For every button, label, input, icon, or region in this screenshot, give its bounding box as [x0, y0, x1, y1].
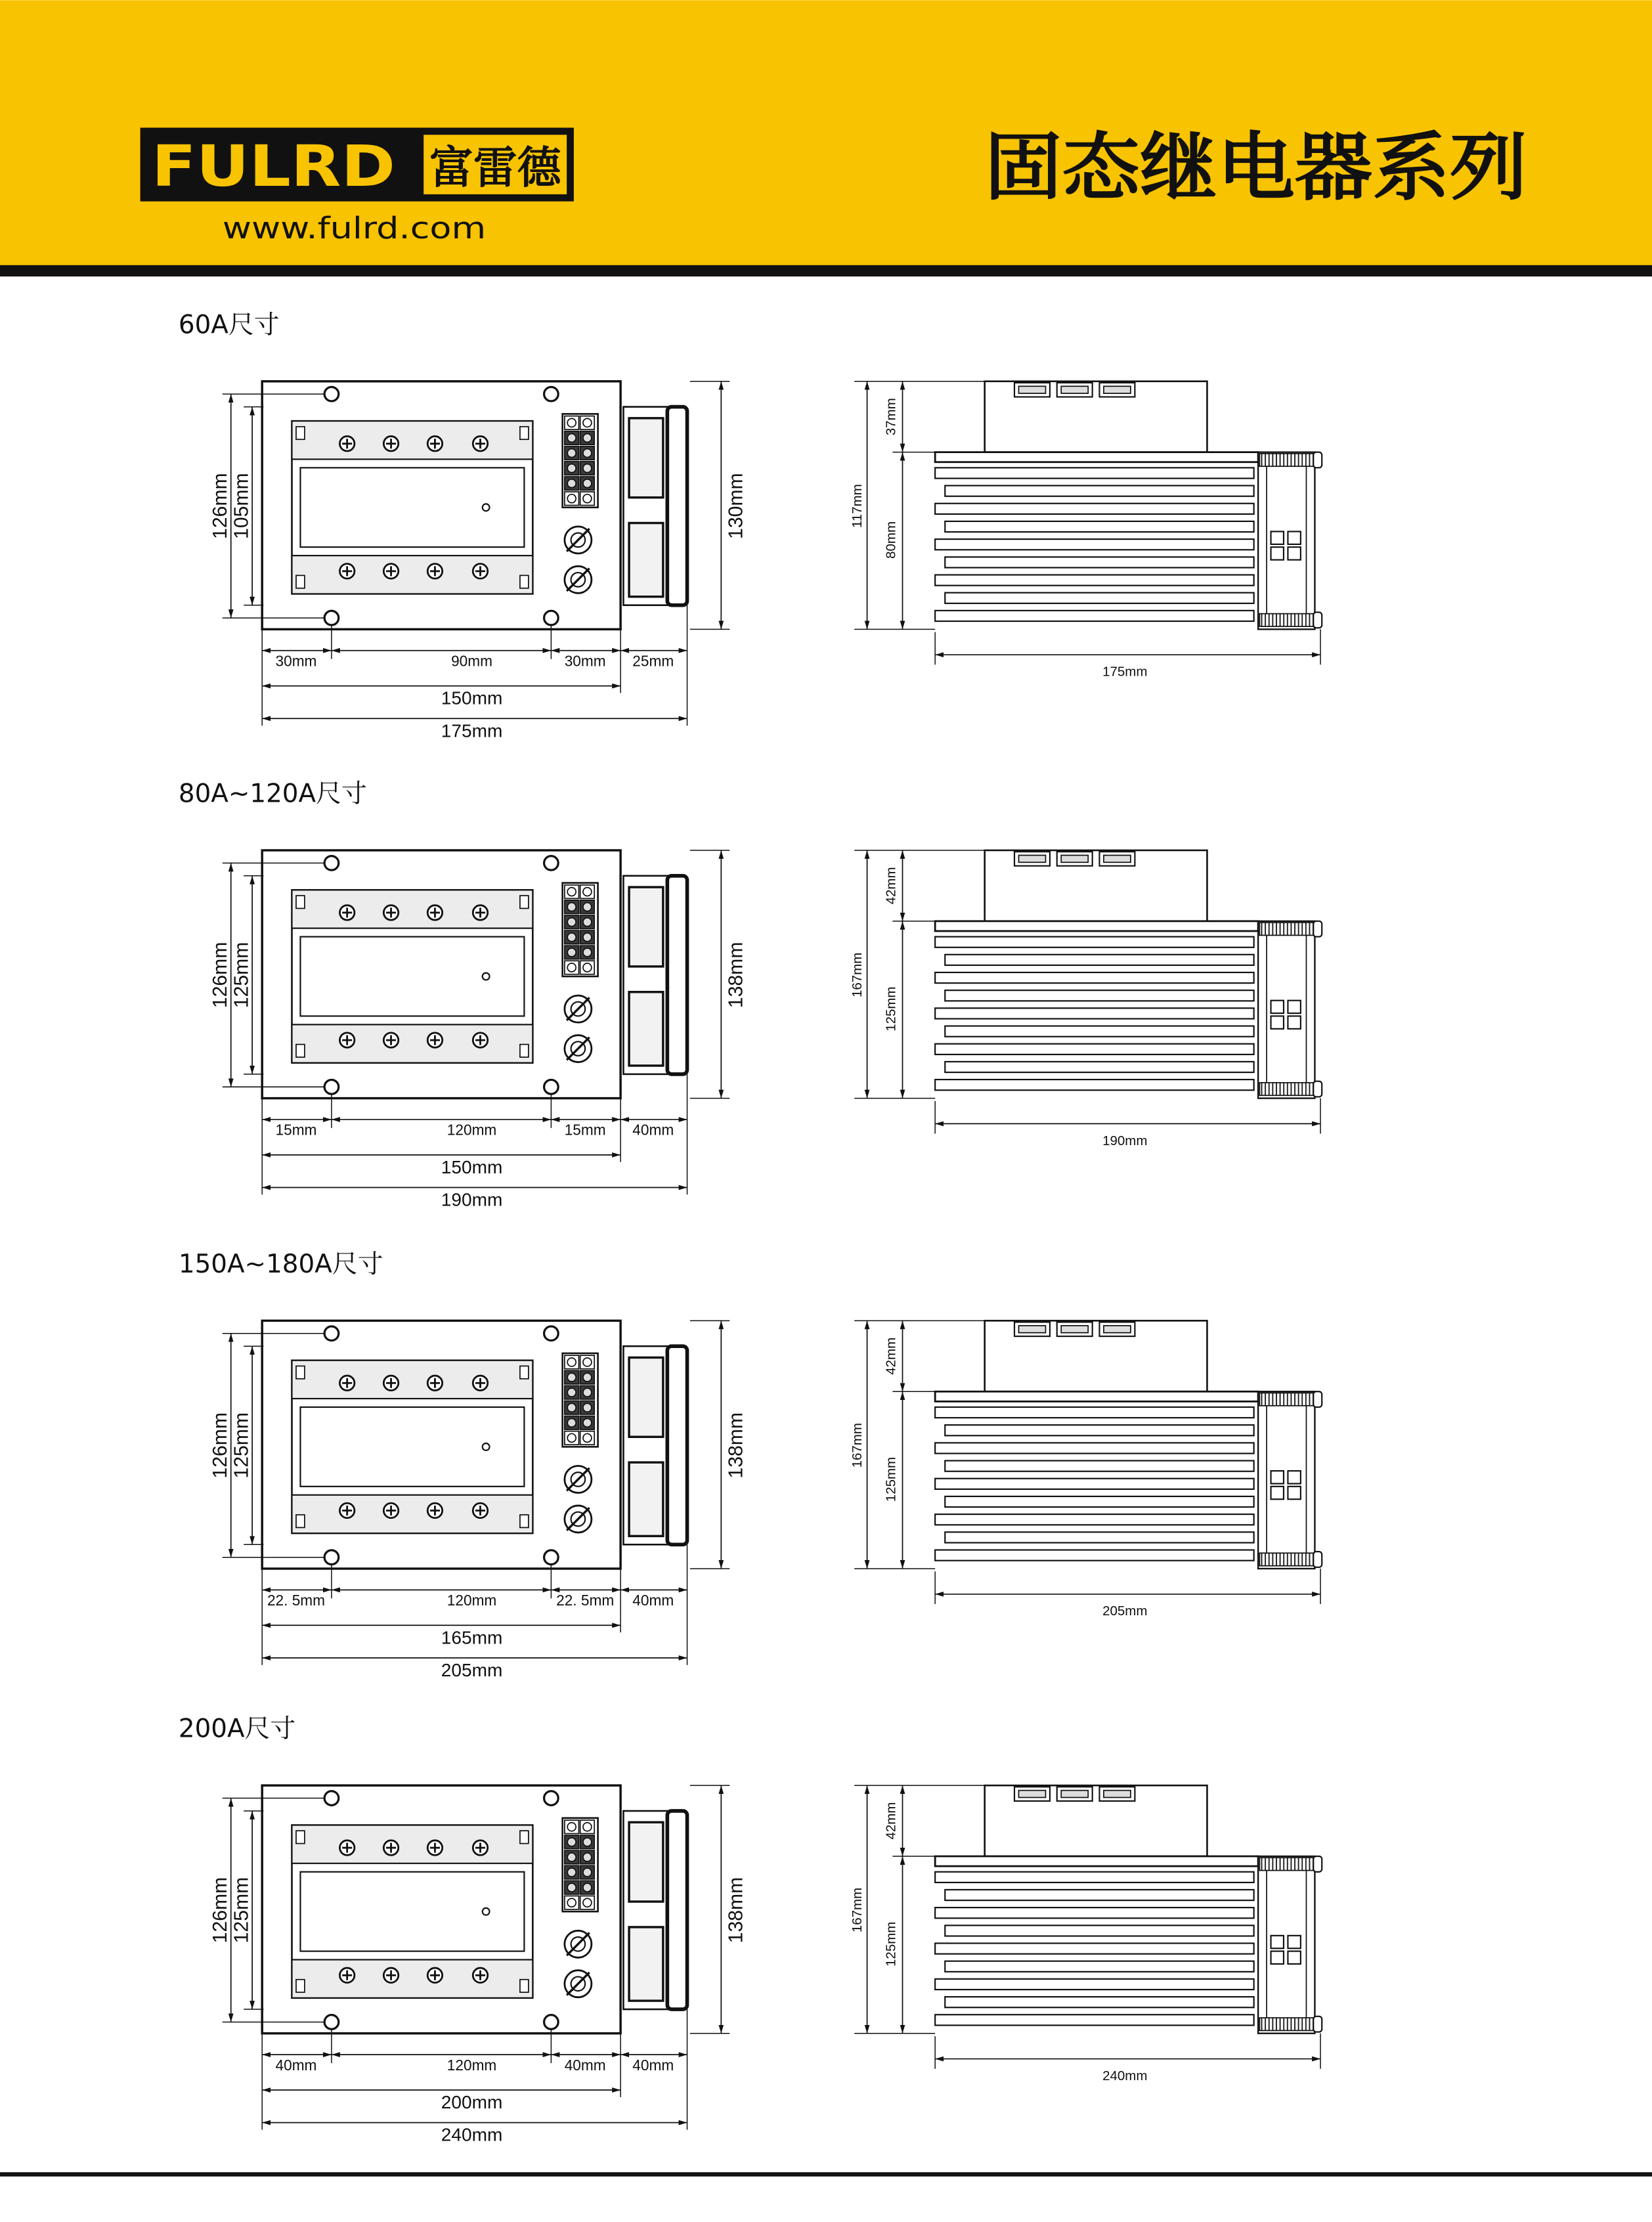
end-cap: [1313, 1552, 1322, 1567]
dimension-label: 40mm: [632, 1121, 674, 1139]
fan-duct-upper: [629, 887, 663, 967]
mounting-hole: [324, 2015, 339, 2030]
page-header: [0, 0, 1652, 276]
dimension-label: 120mm: [446, 2056, 497, 2074]
terminal-screw-icon: [583, 1403, 592, 1412]
module-notch: [296, 575, 305, 588]
heatsink-fin: [945, 486, 1253, 496]
module-notch: [296, 1515, 305, 1527]
mounting-hole: [544, 1326, 559, 1341]
terminal-screw-icon: [567, 464, 576, 473]
dimension-label: 125mm: [230, 1412, 253, 1479]
heatsink-fin: [945, 1062, 1253, 1072]
end-cap: [1313, 1856, 1322, 1872]
dimension-label: 200mm: [441, 2092, 503, 2113]
mounting-hole: [324, 1326, 339, 1341]
heatsink-fin: [935, 539, 1254, 550]
dimension-label: 126mm: [209, 1412, 232, 1479]
mounting-hole: [544, 1791, 559, 1806]
dimension-label: 240mm: [1102, 2068, 1148, 2083]
fan-duct-lower: [629, 992, 663, 1066]
coil-connector: [1259, 1393, 1315, 1405]
dimension-label: 138mm: [725, 1877, 747, 1944]
terminal-screw-icon: [583, 1898, 592, 1907]
side-view: [850, 381, 1322, 680]
fan-grid-cell: [1288, 1001, 1300, 1013]
dimension-sections: [179, 310, 1322, 2145]
control-terminal-block: [563, 1818, 598, 1911]
side-view: [850, 1320, 1322, 1619]
mounting-hole: [544, 387, 559, 401]
terminal-screw-icon: [567, 1838, 576, 1846]
terminal-screw-icon: [583, 903, 592, 911]
heatsink-fin: [935, 1044, 1254, 1055]
dimension-label: 15mm: [275, 1121, 317, 1139]
dimension-label: 190mm: [1102, 1133, 1148, 1148]
dimension-label: 240mm: [441, 2124, 503, 2145]
terminal-screw-icon: [567, 948, 576, 957]
heatsink-fin: [945, 1496, 1253, 1507]
module-top-band: [292, 1825, 533, 1863]
fan-grid-cell: [1288, 1016, 1300, 1028]
dimension-label: 125mm: [883, 986, 899, 1032]
brand-chinese-wordmark: 富雷德: [429, 142, 563, 194]
website-url: www.fulrd.com: [222, 210, 487, 246]
heatsink-fin: [945, 1532, 1253, 1542]
coil-connector: [1259, 923, 1315, 935]
module-notch: [520, 1366, 529, 1378]
base-plate: [935, 1856, 1258, 1866]
dimension-label: 120mm: [446, 1121, 497, 1139]
heatsink-fin: [945, 955, 1253, 965]
module-notch: [520, 427, 529, 439]
dimension-label: 42mm: [883, 867, 899, 905]
module-bottom-band: [292, 1024, 533, 1062]
module-bottom-band: [292, 1960, 533, 1998]
mounting-hole: [544, 1550, 559, 1565]
indicator-led-icon: [483, 973, 490, 980]
fan-grid-cell: [1288, 1471, 1300, 1483]
connector-slot: [1018, 856, 1045, 863]
dimension-label: 205mm: [441, 1659, 503, 1680]
terminal-screw-icon: [583, 449, 592, 458]
end-cap: [1313, 452, 1322, 468]
dimension-label: 120mm: [446, 1592, 497, 1609]
indicator-led-icon: [483, 1443, 490, 1450]
heatsink-fin: [935, 611, 1254, 621]
dimension-label: 167mm: [849, 952, 865, 998]
front-view: [209, 381, 747, 741]
brand-logo: [141, 127, 574, 201]
side-view: [850, 850, 1322, 1148]
fan-grid-cell: [1271, 531, 1284, 544]
terminal-screw-icon: [567, 1418, 576, 1427]
terminal-screw-icon: [583, 418, 592, 427]
fan-duct-upper: [629, 418, 663, 498]
heatsink-fin: [935, 575, 1254, 585]
dimension-label: 150mm: [441, 687, 503, 708]
dimension-label: 40mm: [564, 2056, 606, 2074]
mounting-hole: [324, 856, 339, 871]
module-center-panel: [300, 1407, 524, 1487]
fan-module: [1258, 921, 1322, 1099]
heatsink-fan-side: [623, 1346, 687, 1544]
heatsink-fin: [935, 504, 1254, 514]
fan-grid-cell: [1271, 1016, 1284, 1028]
module-top-band: [292, 890, 533, 928]
control-terminal-block: [563, 414, 598, 507]
terminal-screw-icon: [583, 948, 592, 957]
mounting-hole: [324, 611, 339, 625]
heatsink-fin: [935, 2015, 1254, 2025]
dimension-label: 80mm: [883, 521, 899, 559]
dimension-label: 117mm: [849, 484, 865, 529]
heatsink-fin: [935, 468, 1254, 478]
terminal-screw-icon: [567, 1853, 576, 1862]
mounting-hole: [324, 1550, 339, 1565]
module-notch: [296, 427, 305, 439]
fan-cover: [667, 1346, 687, 1544]
dimension-label: 190mm: [441, 1189, 503, 1210]
fan-duct-lower: [629, 1927, 663, 2001]
fan-module: [1258, 1391, 1322, 1569]
heatsink-fin: [945, 1890, 1253, 1900]
heatsink-fin: [935, 1407, 1254, 1418]
heatsink-fin: [935, 1514, 1254, 1525]
fan-cover: [667, 1811, 687, 2009]
heatsink-fin: [935, 1479, 1254, 1489]
dimension-label: 205mm: [1102, 1603, 1148, 1619]
coil-connector: [1259, 2018, 1315, 2030]
dimension-label: 40mm: [632, 1592, 674, 1609]
mounting-hole: [324, 1791, 339, 1806]
dimension-label: 40mm: [632, 2056, 674, 2074]
module-notch: [296, 1980, 305, 1992]
fan-module: [1258, 1856, 1322, 2034]
heatsink-fin: [935, 1550, 1254, 1560]
dimension-label: 90mm: [451, 652, 493, 670]
heatsink-fin: [945, 593, 1253, 603]
terminal-screw-icon: [567, 433, 576, 442]
module-notch: [520, 1515, 529, 1527]
terminal-screw-icon: [567, 1373, 576, 1382]
connector-slot: [1104, 856, 1131, 863]
heatsink-fin: [945, 1925, 1253, 1936]
terminal-screw-icon: [567, 1898, 576, 1907]
terminal-screw-icon: [583, 1433, 592, 1442]
fan-grid-cell: [1271, 1487, 1284, 1499]
terminal-screw-icon: [567, 1868, 576, 1877]
coil-connector: [1259, 1858, 1315, 1870]
terminal-screw-icon: [583, 1418, 592, 1427]
fan-cover: [667, 876, 687, 1074]
terminal-screw-icon: [567, 918, 576, 926]
terminal-screw-icon: [567, 933, 576, 942]
connector-slot: [1018, 1326, 1045, 1333]
end-cap: [1313, 1391, 1322, 1407]
heatsink-fan-side: [623, 407, 687, 605]
size-section-3: [179, 1714, 1322, 2145]
dimension-label: 125mm: [230, 1877, 253, 1944]
coil-connector: [1259, 614, 1315, 626]
mounting-hole: [544, 856, 559, 871]
dimension-label: 40mm: [275, 2056, 317, 2074]
dimension-label: 167mm: [849, 1423, 865, 1468]
fan-grid-cell: [1288, 1951, 1300, 1964]
size-section-0: [179, 310, 1322, 741]
fan-grid-cell: [1271, 1936, 1284, 1948]
module-notch: [296, 1831, 305, 1843]
indicator-led-icon: [483, 1908, 490, 1915]
heatsink-fin: [945, 1026, 1253, 1037]
connector-slot: [1061, 1326, 1088, 1333]
fan-grid-cell: [1271, 1471, 1284, 1483]
terminal-screw-icon: [567, 479, 576, 488]
terminal-screw-icon: [567, 1433, 576, 1442]
module-notch: [520, 896, 529, 908]
terminal-screw-icon: [567, 1358, 576, 1366]
terminal-screw-icon: [583, 1868, 592, 1877]
terminal-screw-icon: [583, 433, 592, 442]
heatsink-fin: [945, 1461, 1253, 1471]
connector-slot: [1061, 1791, 1088, 1798]
front-view: [209, 1320, 747, 1680]
dimension-label: 175mm: [441, 720, 503, 741]
module-top-band: [292, 421, 533, 459]
terminal-screw-icon: [583, 1388, 592, 1397]
connector-slot: [1018, 386, 1045, 393]
terminal-screw-icon: [583, 1823, 592, 1831]
section-title: 200A尺寸: [178, 1714, 296, 1744]
brand-latin-wordmark: FULRD: [151, 133, 396, 200]
base-plate: [935, 921, 1258, 931]
connector-slot: [1018, 1791, 1045, 1798]
terminal-screw-icon: [567, 903, 576, 911]
module-bottom-band: [292, 1495, 533, 1533]
control-terminal-block: [563, 883, 598, 976]
dimension-label: 125mm: [230, 942, 253, 1009]
indicator-led-icon: [483, 504, 490, 511]
heatsink-fin: [945, 521, 1253, 532]
heatsink-fin: [945, 990, 1253, 1001]
mounting-hole: [544, 1080, 559, 1095]
fan-duct-upper: [629, 1822, 663, 1902]
module-center-panel: [300, 1872, 524, 1951]
dimension-label: 167mm: [849, 1887, 865, 1933]
size-section-1: [179, 779, 1322, 1210]
dimension-label: 126mm: [209, 473, 232, 539]
fan-grid-cell: [1271, 1951, 1284, 1964]
size-section-2: [179, 1250, 1322, 1680]
fan-duct-upper: [629, 1357, 663, 1437]
mounting-hole: [324, 387, 339, 401]
module-notch: [520, 1980, 529, 1992]
heatsink-fan-side: [623, 1811, 687, 2009]
coil-connector: [1259, 454, 1315, 466]
module-notch: [296, 896, 305, 908]
connector-slot: [1104, 1326, 1131, 1333]
connector-slot: [1104, 1791, 1131, 1798]
coil-connector: [1259, 1553, 1315, 1565]
module-notch: [520, 1045, 529, 1057]
dimension-label: 15mm: [564, 1121, 606, 1139]
dimension-label: 37mm: [883, 398, 899, 436]
module-top-band: [292, 1361, 533, 1399]
connector-slot: [1061, 856, 1088, 863]
fan-duct-lower: [629, 523, 663, 597]
terminal-screw-icon: [583, 888, 592, 896]
end-cap: [1313, 2016, 1322, 2032]
terminal-screw-icon: [567, 1388, 576, 1397]
heatsink-fin: [935, 972, 1254, 983]
dimension-label: 30mm: [564, 652, 606, 670]
heatsink-fin: [945, 1425, 1253, 1435]
heatsink-fan-side: [623, 876, 687, 1074]
module-notch: [296, 1366, 305, 1378]
terminal-screw-icon: [583, 494, 592, 503]
section-title: 60A尺寸: [178, 310, 280, 340]
terminal-screw-icon: [583, 1373, 592, 1382]
front-view: [209, 850, 747, 1210]
dimension-label: 130mm: [725, 473, 747, 539]
page-title: 固态继电器系列: [984, 125, 1528, 211]
module-bottom-band: [292, 556, 533, 594]
mounting-hole: [544, 611, 559, 625]
terminal-screw-icon: [567, 888, 576, 896]
dimension-label: 22. 5mm: [267, 1592, 326, 1609]
footer-divider: [0, 2172, 1652, 2176]
side-view: [850, 1785, 1322, 2083]
terminal-screw-icon: [583, 933, 592, 942]
dimension-label: 138mm: [725, 942, 747, 1009]
end-cap: [1313, 921, 1322, 937]
fan-grid-cell: [1271, 547, 1284, 559]
end-cap: [1313, 612, 1322, 628]
terminal-screw-icon: [567, 1823, 576, 1831]
terminal-screw-icon: [567, 449, 576, 458]
section-title: 150A~180A尺寸: [178, 1249, 383, 1279]
heatsink-fin: [935, 1979, 1254, 1990]
terminal-screw-icon: [583, 1838, 592, 1846]
fan-duct-lower: [629, 1462, 663, 1536]
mounting-hole: [324, 1080, 339, 1095]
heatsink-fin: [935, 1008, 1254, 1018]
terminal-screw-icon: [583, 479, 592, 488]
heatsink-fin: [935, 1443, 1254, 1453]
terminal-screw-icon: [583, 963, 592, 972]
dimension-label: 126mm: [209, 1877, 232, 1944]
dimension-label: 25mm: [632, 652, 674, 670]
terminal-screw-icon: [583, 918, 592, 926]
fan-grid-cell: [1288, 531, 1300, 544]
terminal-screw-icon: [567, 418, 576, 427]
dimension-label: 105mm: [230, 473, 253, 539]
mounting-hole: [544, 2015, 559, 2030]
terminal-screw-icon: [583, 1883, 592, 1892]
module-center-panel: [300, 468, 524, 547]
heatsink-fin: [935, 1079, 1254, 1090]
heatsink-fin: [935, 1872, 1254, 1883]
fan-grid-cell: [1288, 1936, 1300, 1948]
heatsink-fin: [935, 1943, 1254, 1953]
connector-slot: [1061, 386, 1088, 393]
fan-grid-cell: [1288, 547, 1300, 559]
dimension-label: 126mm: [209, 942, 232, 1009]
end-cap: [1313, 1081, 1322, 1097]
module-notch: [520, 575, 529, 588]
dimension-label: 165mm: [441, 1627, 503, 1648]
dimension-label: 138mm: [725, 1412, 747, 1479]
base-plate: [935, 452, 1258, 462]
fan-grid-cell: [1271, 1001, 1284, 1013]
dimension-label: 42mm: [883, 1337, 899, 1375]
dimension-label: 30mm: [275, 652, 317, 670]
terminal-screw-icon: [583, 1358, 592, 1366]
terminal-screw-icon: [567, 1403, 576, 1412]
fan-grid-cell: [1288, 1487, 1300, 1499]
terminal-screw-icon: [567, 494, 576, 503]
dimension-label: 150mm: [441, 1156, 503, 1177]
base-plate: [935, 1391, 1258, 1401]
terminal-screw-icon: [567, 1883, 576, 1892]
fan-module: [1258, 452, 1322, 630]
module-notch: [296, 1045, 305, 1057]
fan-cover: [667, 407, 687, 605]
heatsink-fin: [945, 1997, 1253, 2007]
heatsink-fin: [935, 937, 1254, 948]
dimension-label: 125mm: [883, 1921, 899, 1967]
front-view: [209, 1785, 747, 2145]
dimension-label: 125mm: [883, 1456, 899, 1502]
terminal-screw-icon: [567, 963, 576, 972]
module-center-panel: [300, 937, 524, 1016]
heatsink-fin: [945, 557, 1253, 567]
connector-slot: [1104, 386, 1131, 393]
terminal-screw-icon: [583, 1853, 592, 1862]
terminal-screw-icon: [583, 464, 592, 473]
control-terminal-block: [563, 1353, 598, 1447]
dimension-label: 175mm: [1102, 664, 1148, 680]
heatsink-fin: [945, 1961, 1253, 1972]
dimension-label: 22. 5mm: [556, 1592, 615, 1609]
heatsink-fin: [935, 1907, 1254, 1918]
module-notch: [520, 1831, 529, 1843]
coil-connector: [1259, 1083, 1315, 1095]
dimension-label: 42mm: [883, 1802, 899, 1840]
header-divider: [0, 265, 1652, 276]
section-title: 80A~120A尺寸: [178, 779, 367, 809]
